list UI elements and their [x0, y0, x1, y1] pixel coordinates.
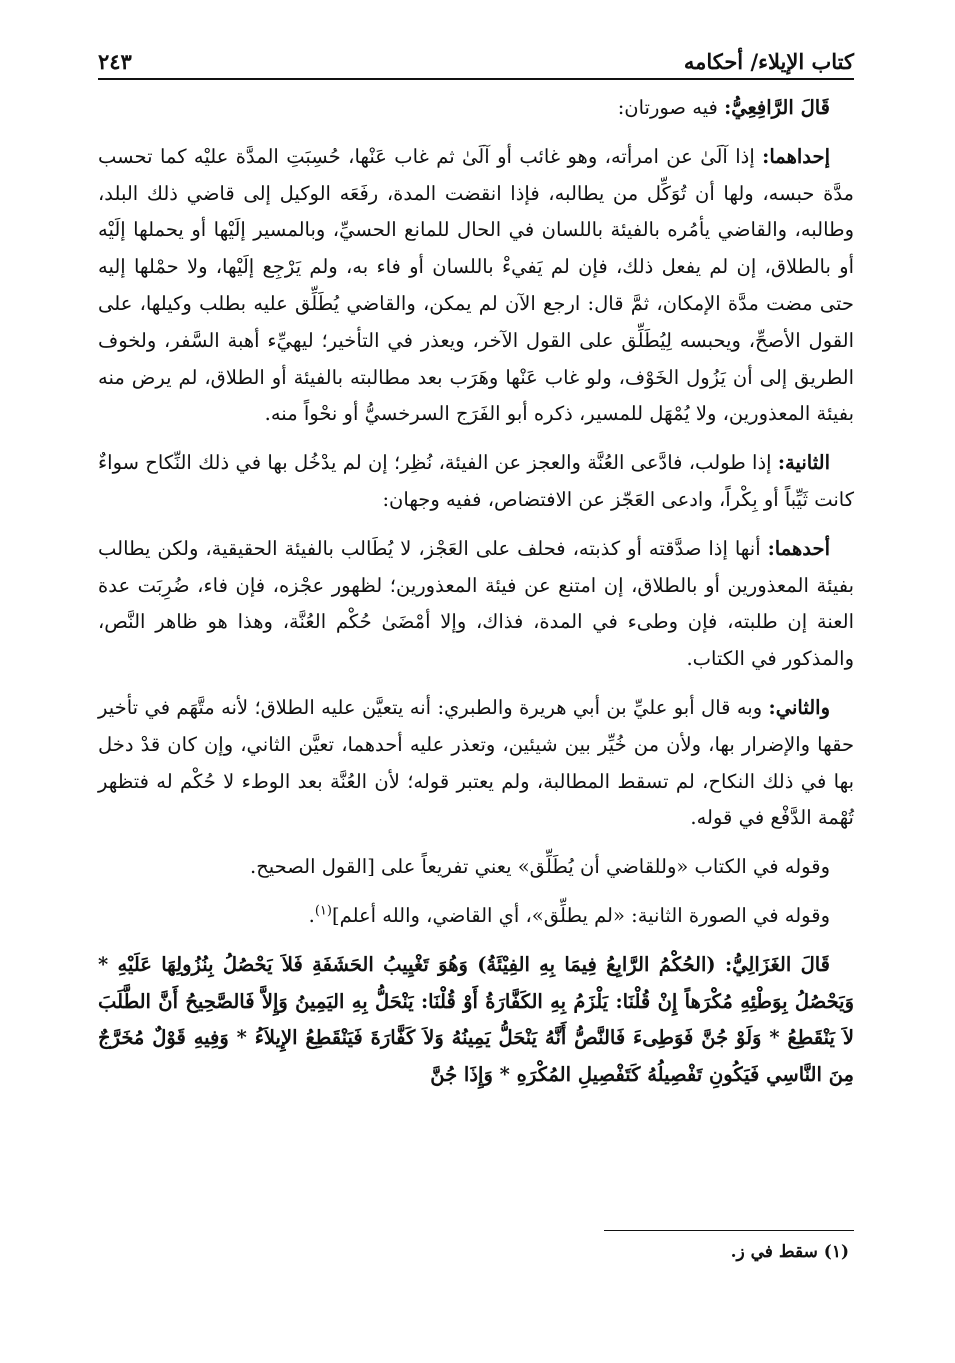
page-number: ٢٤٣ [98, 49, 132, 74]
paragraph-lead: والثاني: [768, 695, 830, 719]
footnote-divider [604, 1230, 854, 1231]
paragraph-text: إذا طولب، فادَّعى العُنَّة والعجز عن الفيئة، نُظِر؛ إن لم يدْخُل بها في ذلك النِّكاح سواءٌ كانت ثَيِّباً أو بِكْراً، وادعى العَجّز عن الافتضاص، ففيه وجهان: [98, 451, 854, 511]
paragraph-text: وبه قال أبو عليِّ بن أبي هريرة والطبري: أنه يتعيَّن عليه الطلاق؛ لأنه متَّهَم في تأخير حقها والإضرار بها، ولأن من خُيِّر بين شيئين، وتعذر عليه أحدهما، تعيَّن الثاني، وإن كان قدْ دخل بها في ذلك النكاح، لم تسقط المطالبة، ولم يعتبر قوله؛ لأن العُنَّة بعد الوطء لا حُكْم له فتظهر تُهْمة الدَّفْع في قوله. [98, 695, 854, 830]
paragraph-lead: إحداهما: [762, 144, 830, 168]
paragraph-lead: أحدهما: [767, 536, 830, 560]
paragraph-text: وقوله في الصورة الثانية: «لم يطلِّق»، أي القاضي، والله أعلم] [331, 903, 830, 927]
footnote-reference[interactable]: (١) [314, 903, 332, 919]
footnote [98, 1242, 849, 1262]
footnote-mark: (١) [823, 1242, 849, 1262]
paragraph-first-opinion [98, 531, 854, 678]
paragraph-second-opinion [98, 690, 854, 837]
paragraph-text: (الحُكْمُ الرَّابِعُ فِيمَا بِهِ الفِيْئَةُ) وَهُوَ تَغْيِيبُ الحَشَفَةِ فَلاَ يَحْصُلُ بِنُزُولِهَا عَلَيْهِ * وَيَحْصُلُ بِوَطْئِهِ مُكْرَهاً إِنْ قُلْنَا: يَلْزَمُ بِهِ الكَفَّارَةُ أَوْ قُلْنَا: يَنْحَلُّ بِهِ اليَمِينُ وَإِلاَّ فَالصَّحِيحُ أَنَّ الطَّلَبَ لاَ يَنْقَطِعُ * وَلَوْ جُنَّ فَوَطِىءَ فَالنَّصُّ أَنَّهُ يَنْحَلُّ يَمِينُهُ وَلاَ كَفَّارَةَ فَيَنْقَطِعُ الإِيلاَءُ * وَفِيهِ قَوْلٌ مُخَرَّجٌ مِنَ النَّاسِي فَيَكُونِ تَفْصِيلُهُ كَتَفْصِيلِ المُكْرَهِ * وَإِذَا جُنَّ [98, 952, 854, 1087]
paragraph-lead: قَالَ الغَزَالِيُّ: [724, 952, 831, 976]
chapter-title: كتاب الإيلاء/ أحكامه [683, 49, 854, 74]
paragraph-text: فيه صورتان: [617, 96, 725, 119]
running-header [98, 34, 854, 74]
paragraph-text: أنها إذا صدَّقته أو كذبته، فحلف على العَجْز، لا يُطَالب بالفيئة الحقيقية، ولكن يطالب بفيئة المعذورين أو بالطلاق، إن امتنع عن فيئة المعذورين؛ لظهور عجْزه، فإن فاء، ضُرِبَت عدة العنة إن طلبته، فإن وطىء في المدة، فذاك، وإلا أمْضَىٰ حُكْم العُنَّة، وهذا هو ظاهر النَّص، والمذكور في الكتاب. [98, 536, 854, 671]
paragraph-ghazali [98, 947, 854, 1094]
paragraph-tail: . [308, 903, 315, 927]
paragraph-second-form-remark [98, 898, 854, 935]
main-text [98, 90, 854, 1106]
paragraph-lead: قَالَ الرَّافِعِيُّ: [724, 96, 830, 119]
paragraph-second-case [98, 445, 854, 519]
footnote-text: سقط في ز. [730, 1242, 818, 1262]
header-divider [98, 78, 854, 80]
paragraph-rafii-intro [98, 90, 854, 127]
paragraph-first-case [98, 139, 854, 433]
paragraph-text: وقوله في الكتاب «وللقاضي أن يُطَلِّق» يعني تفريعاً على [القول الصحيح. [250, 855, 830, 879]
paragraph-text: إذا آلَىٰ عن امرأته، وهو غائب أو آلَىٰ ثم غاب عَنْها، حُسِبَتِ المدَّة عليْه كما تحسب مدَّة حبسه، ولها أن تُوَكِّل من يطالبه، فإذا انقضت المدة، رفَعَه الوكيل إلى قاضي ذلك البلد، وطالبه، والقاضي يأمُره بالفيئة باللسان في الحال للمانع الحسيِّ، وبالمسير إلَيْها أو يحملها إلَيْه أو بالطلاق، إن لم يفعل ذلك، فإن لم يَفيءْ باللسان أو فاء به، ولم يَرْجِع إلَيْها، ولا حمْلها إليه حتى مضت مدَّة الإمكان، ثمَّ قال: ارجع الآن لم يمكن، والقاضي يُطَلِّق عليه بطلب وكيلها، على القول الأصحِّ، ويحبسه لِيُطَلِّق على القول الآخر، ويعذر في التأخير؛ ليهيِّء أهبة السَّفر، ولخوف الطريق إلى أن يَزُول الخَوْف، ولو غاب عَنْها وهَرَب بعد مطالبته بالفيئة أو الطلاق، لم يرض منه بفيئة المعذورين، ولا يُمْهَل للمسير، ذكره أبو الفَرَج السرخسيُّ أو نحْواً منه. [98, 144, 854, 426]
paragraph-lead: الثانية: [777, 451, 830, 475]
paragraph-book-remark [98, 849, 854, 886]
